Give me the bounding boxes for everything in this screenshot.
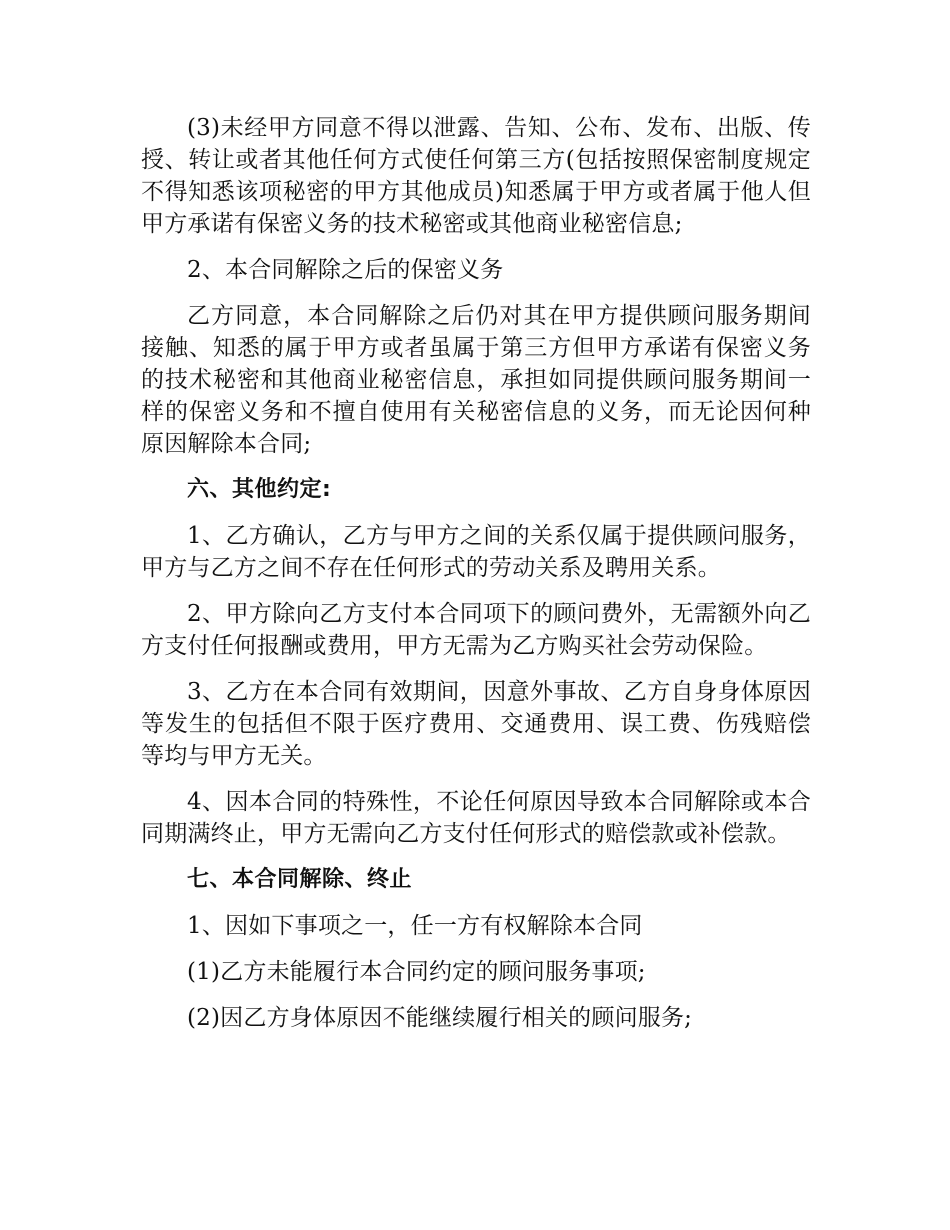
section-6-item-4: 4、因本合同的特殊性，不论任何原因导致本合同解除或本合同期满终止，甲方无需向乙方支付任何形式的赔偿款或补偿款。 bbox=[141, 789, 811, 847]
section-6-item-2: 2、甲方除向乙方支付本合同项下的顾问费外，无需额外向乙方支付任何报酬或费用，甲方无需为乙方购买社会劳动保险。 bbox=[141, 601, 811, 659]
document-body bbox=[141, 112, 811, 1048]
section-7-subitem-2: (2)因乙方身体原因不能继续履行相关的顾问服务; bbox=[187, 1005, 693, 1031]
section-7-heading: 七、本合同解除、终止 bbox=[187, 867, 413, 892]
section-6-heading: 六、其他约定: bbox=[187, 477, 332, 502]
section-6-item-1: 1、乙方确认，乙方与甲方之间的关系仅属于提供顾问服务，甲方与乙方之间不存在任何形式的劳动关系及聘用关系。 bbox=[141, 523, 811, 581]
section-7-subitem-1: (1)乙方未能履行本合同约定的顾问服务事项; bbox=[187, 959, 646, 985]
clause-3-confidentiality-text: (3)未经甲方同意不得以泄露、告知、公布、发布、出版、传授、转让或者其他任何方式使任何第三方(包括按照保密制度规定不得知悉该项秘密的甲方其他成员)知悉属于甲方或者属于他人但甲方承诺有保密义务的技术秘密或其他商业秘密信息; bbox=[141, 115, 811, 237]
section-7-item-1: 1、因如下事项之一，任一方有权解除本合同 bbox=[187, 913, 643, 939]
post-termination-confidentiality-title: 2、本合同解除之后的保密义务 bbox=[187, 257, 504, 283]
section-6-item-3: 3、乙方在本合同有效期间，因意外事故、乙方自身身体原因等发生的包括但不限于医疗费用、交通费用、误工费、伤残赔偿等均与甲方无关。 bbox=[141, 679, 811, 769]
post-termination-confidentiality-text: 乙方同意，本合同解除之后仍对其在甲方提供顾问服务期间接触、知悉的属于甲方或者虽属于第三方但甲方承诺有保密义务的技术秘密和其他商业秘密信息，承担如同提供顾问服务期间一样的保密义务和不擅自使用有关秘密信息的义务，而无论因何种原因解除本合同; bbox=[141, 303, 811, 457]
